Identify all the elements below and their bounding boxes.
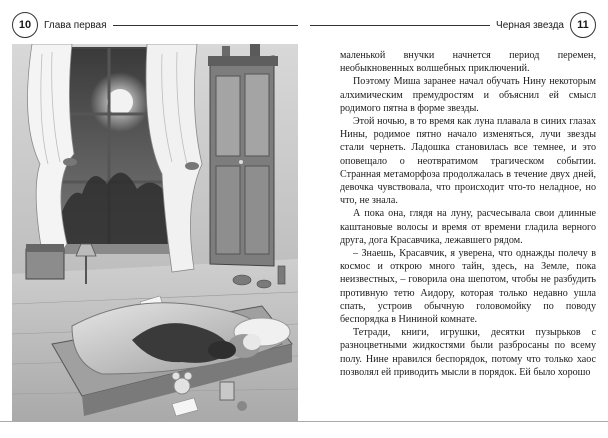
paragraph: Тетради, книги, игрушки, десятки пузырьков с разноцветными жидкостями были разбросаны по всему полу. Нине нравился беспорядок, потому что только хаос позволял ей приводить мысли в порядок. Ей было хорошо [340,327,596,378]
left-page-header [0,12,298,38]
chapter-illustration [12,44,298,422]
paragraph: – Знаешь, Красавчик, я уверена, что однажды полечу в космос и открою много тайн, здесь, на Земле, пока неизвестных, – говорила она шепотом, чтобы не разбудить противную тетю Аидору, которая только недавно ушла спать, устроив обычную головомойку по поводу беспорядка в Нининой комнате. [340,248,596,326]
right-page-header [310,12,608,38]
paragraph: Поэтому Миша заранее начал обучать Нину некоторым алхимическим премудростям и объяснил ей смысл родимого пятна в форме звезды. [340,76,596,114]
right-running-title: Черная звезда [490,20,570,31]
paragraph: А пока она, глядя на луну, расчесывала свои длинные каштановые волосы и время от времени гладила верного друга, дога Красавчика, лежавшего рядом. [340,208,596,246]
left-running-title: Глава первая [38,20,113,31]
paragraph: Этой ночью, в то время как луна плавала в синих глазах Нины, родимое пятно начало изменяться, лучи звезды стали чернеть. Ладошка становилась все темнее, и это оповещало о неотвратимом трагическом событии. Странная метаморфоза продолжалась в течение двух дней, девочка чувствовала, что происходит что-то неладное, но что, не знала. [340,116,596,207]
cabinet [208,44,278,266]
text-page [340,49,596,379]
right-page-number: 11 [570,12,596,38]
paragraph: маленькой внучки начнется период перемен, необыкновенных волшебных приключений. [340,50,596,75]
left-page-number: 10 [12,12,38,38]
bottom-edge [0,421,608,422]
